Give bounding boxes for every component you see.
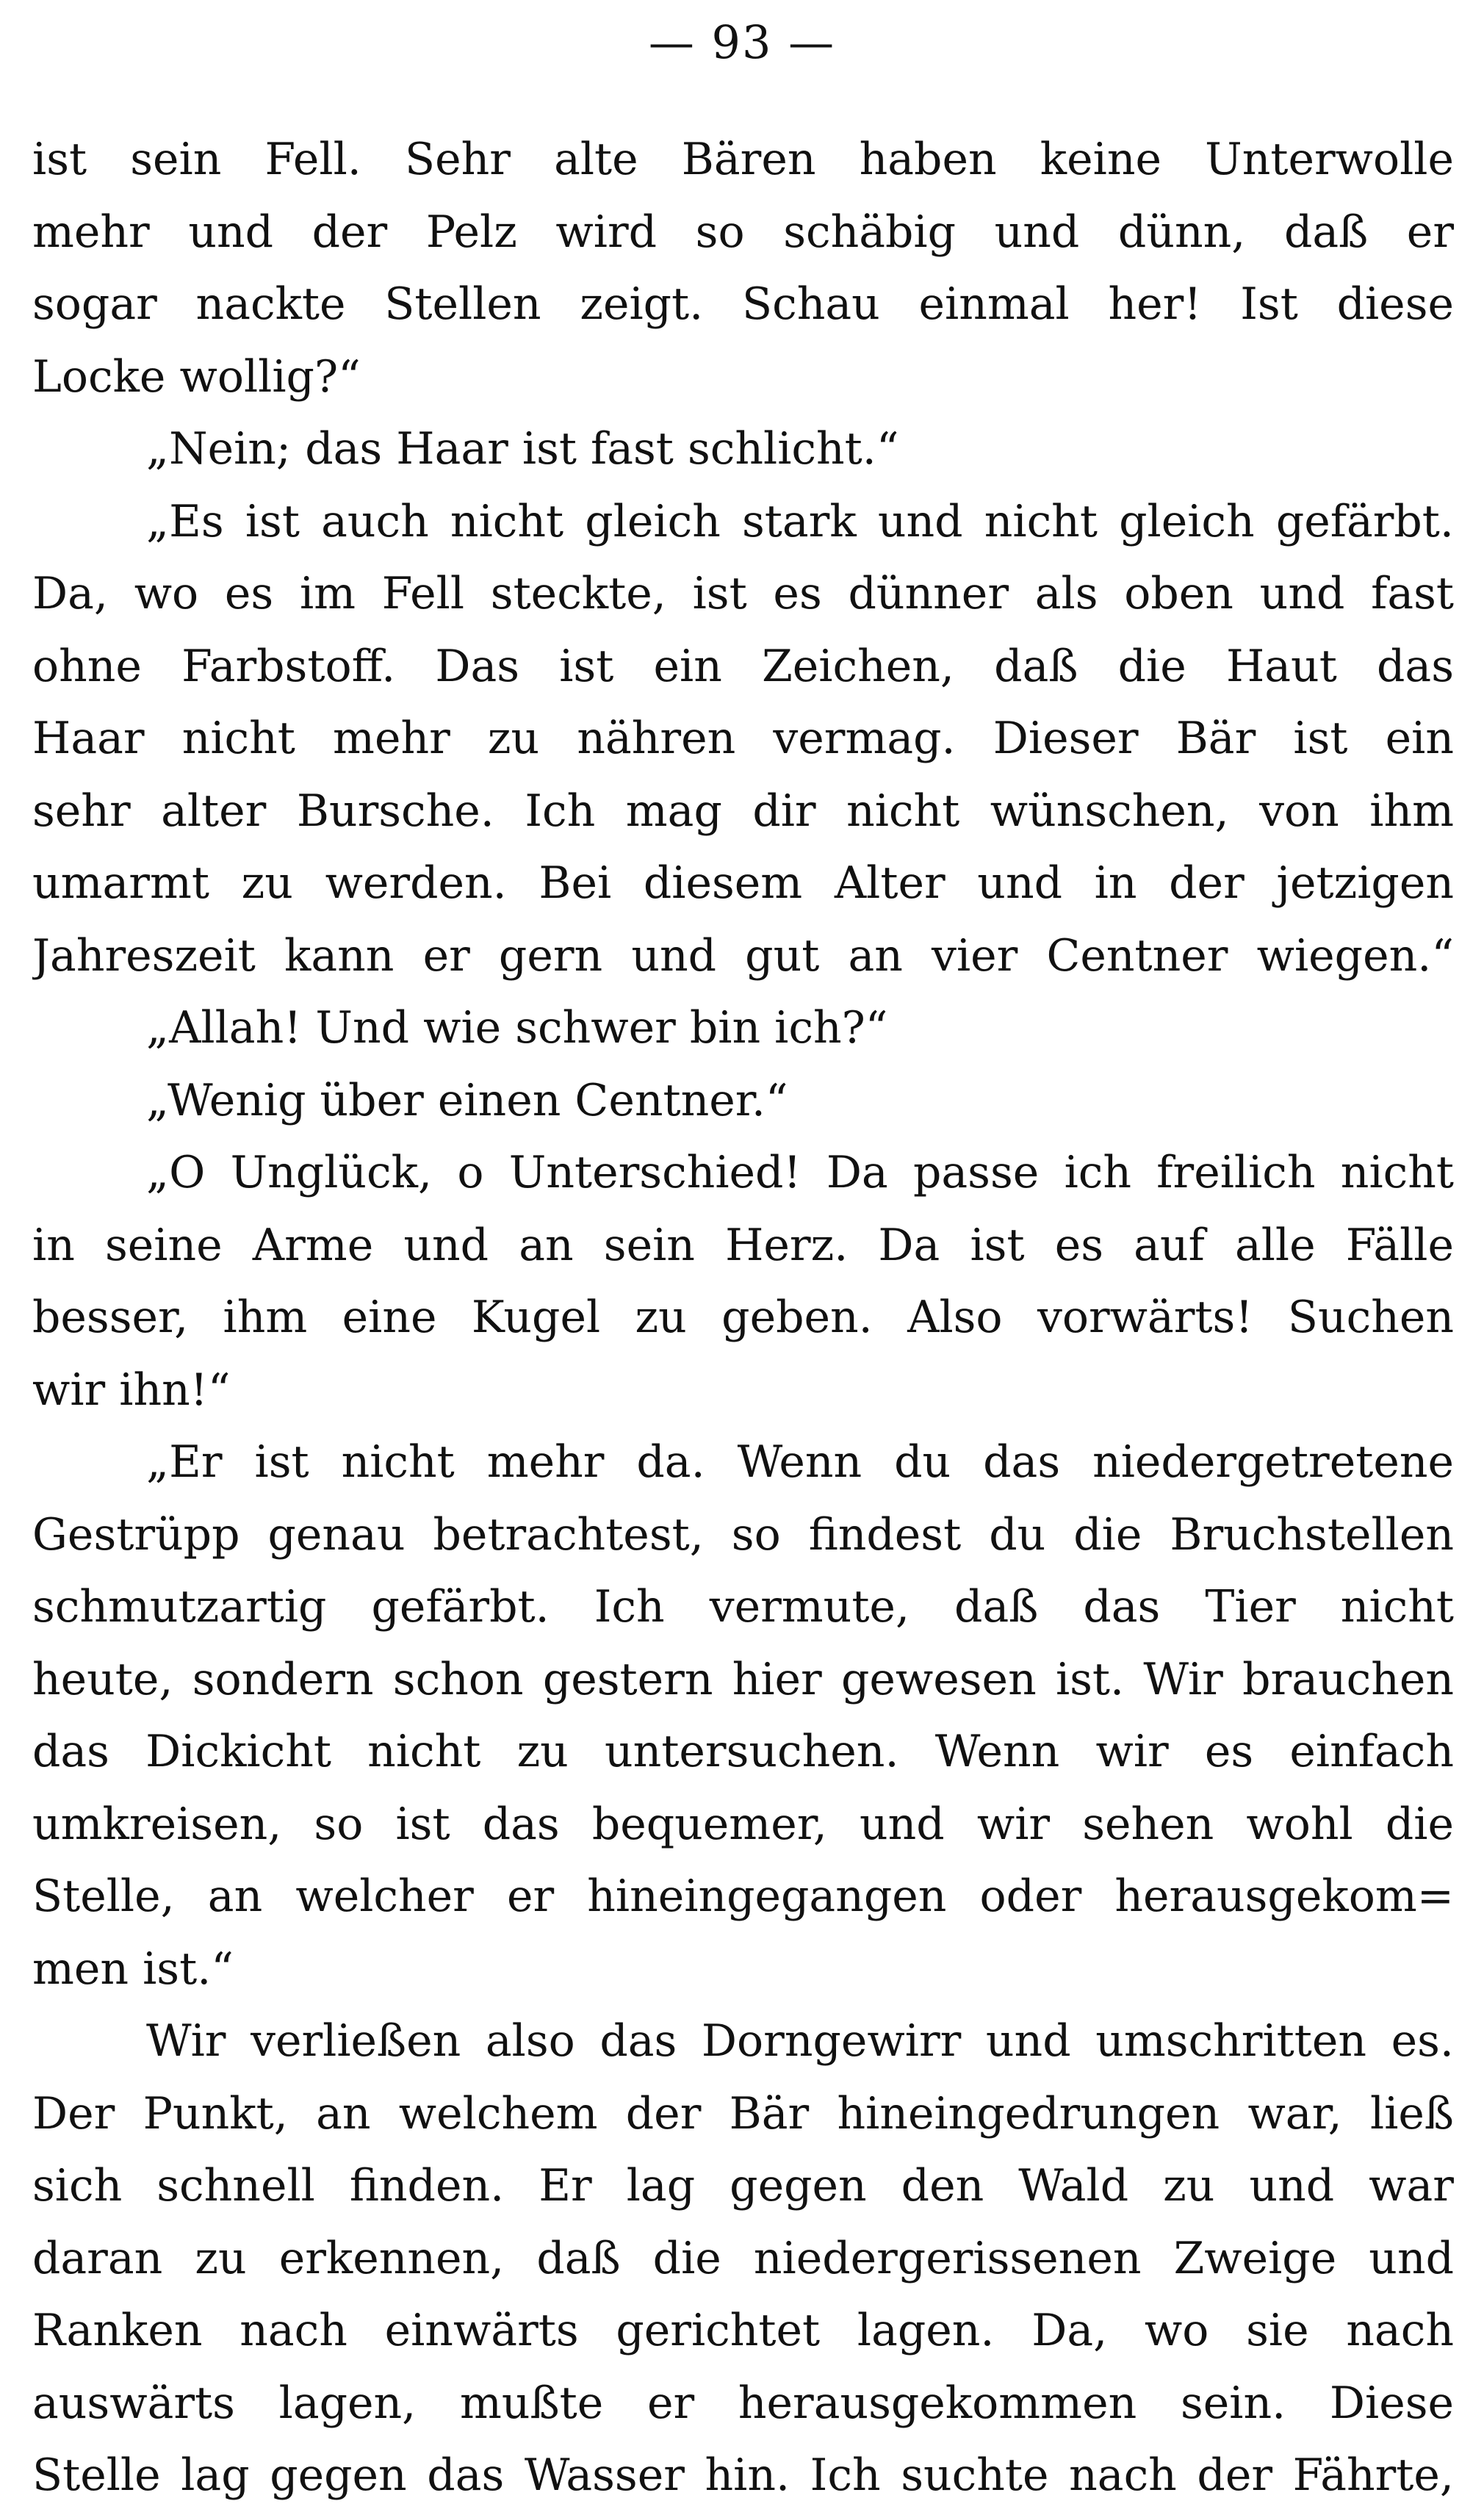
text-line: „Er ist nicht mehr da. Wenn du das niedergetretene bbox=[146, 1436, 1454, 1488]
text-line: daran zu erkennen, daß die niedergerissenen Zweige und bbox=[32, 2232, 1454, 2284]
text-line: sogar nackte Stellen zeigt. Schau einmal her! Ist diese bbox=[32, 278, 1454, 330]
text-line: Der Punkt, an welchem der Bär hineingedrungen war, ließ bbox=[32, 2087, 1454, 2139]
text-line: „Allah! Und wie schwer bin ich?“ bbox=[146, 1002, 888, 1054]
text-line: heute, sondern schon gestern hier gewesen ist. Wir brauchen bbox=[32, 1653, 1454, 1705]
text-line: besser, ihm eine Kugel zu geben. Also vorwärts! Suchen bbox=[32, 1292, 1454, 1343]
text-line: Jahreszeit kann er gern und gut an vier Centner wiegen.“ bbox=[32, 929, 1454, 982]
text-line: men ist.“ bbox=[32, 1943, 234, 1995]
text-line: schmutzartig gefärbt. Ich vermute, daß das Tier nicht bbox=[32, 1581, 1454, 1633]
text-line: Haar nicht mehr zu nähren vermag. Dieser Bär ist ein bbox=[32, 713, 1454, 764]
text-line: umkreisen, so ist das bequemer, und wir sehen wohl die bbox=[32, 1798, 1454, 1850]
text-line: Ranken nach einwärts gerichtet lagen. Da, wo sie nach bbox=[32, 2305, 1454, 2356]
text-line: Wir verließen also das Dorngewirr und umschritten es. bbox=[146, 2015, 1454, 2067]
text-line: Stelle, an welcher er hineingegangen oder herausgekom= bbox=[32, 1871, 1454, 1922]
text-line: sich schnell finden. Er lag gegen den Wald zu und war bbox=[32, 2160, 1454, 2212]
text-line: auswärts lagen, mußte er herausgekommen sein. Diese bbox=[32, 2377, 1454, 2429]
text-line: in seine Arme und an sein Herz. Da ist es auf alle Fälle bbox=[32, 1219, 1454, 1271]
text-line: „O Unglück, o Unterschied! Da passe ich freilich nicht bbox=[146, 1147, 1454, 1198]
text-line: Gestrüpp genau betrachtest, so findest du die Bruchstellen bbox=[32, 1508, 1454, 1561]
text-line: das Dickicht nicht zu untersuchen. Wenn wir es einfach bbox=[32, 1726, 1454, 1777]
text-line: „Wenig über einen Centner.“ bbox=[146, 1074, 788, 1126]
text-line: Stelle lag gegen das Wasser hin. Ich suchte nach der Fährte, bbox=[32, 2450, 1454, 2501]
text-line: „Nein; das Haar ist fast schlicht.“ bbox=[146, 423, 899, 475]
text-line: Locke wollig?“ bbox=[32, 350, 361, 403]
body-text bbox=[32, 123, 1454, 2512]
text-line: Da, wo es im Fell steckte, ist es dünner als oben und fast bbox=[32, 568, 1454, 619]
text-line: umarmt zu werden. Bei diesem Alter und in der jetzigen bbox=[32, 857, 1454, 909]
text-line: mehr und der Pelz wird so schäbig und dünn, daß er bbox=[32, 206, 1454, 258]
text-line: sehr alter Bursche. Ich mag dir nicht wünschen, von ihm bbox=[32, 785, 1454, 837]
page-number: — 93 — bbox=[648, 15, 836, 69]
text-line: ohne Farbstoff. Das ist ein Zeichen, daß die Haut das bbox=[32, 640, 1454, 692]
text-line: „Es ist auch nicht gleich stark und nicht gleich gefärbt. bbox=[146, 495, 1454, 547]
text-line: wir ihn!“ bbox=[32, 1364, 231, 1416]
text-line: ist sein Fell. Sehr alte Bären haben keine Unterwolle bbox=[32, 134, 1454, 185]
